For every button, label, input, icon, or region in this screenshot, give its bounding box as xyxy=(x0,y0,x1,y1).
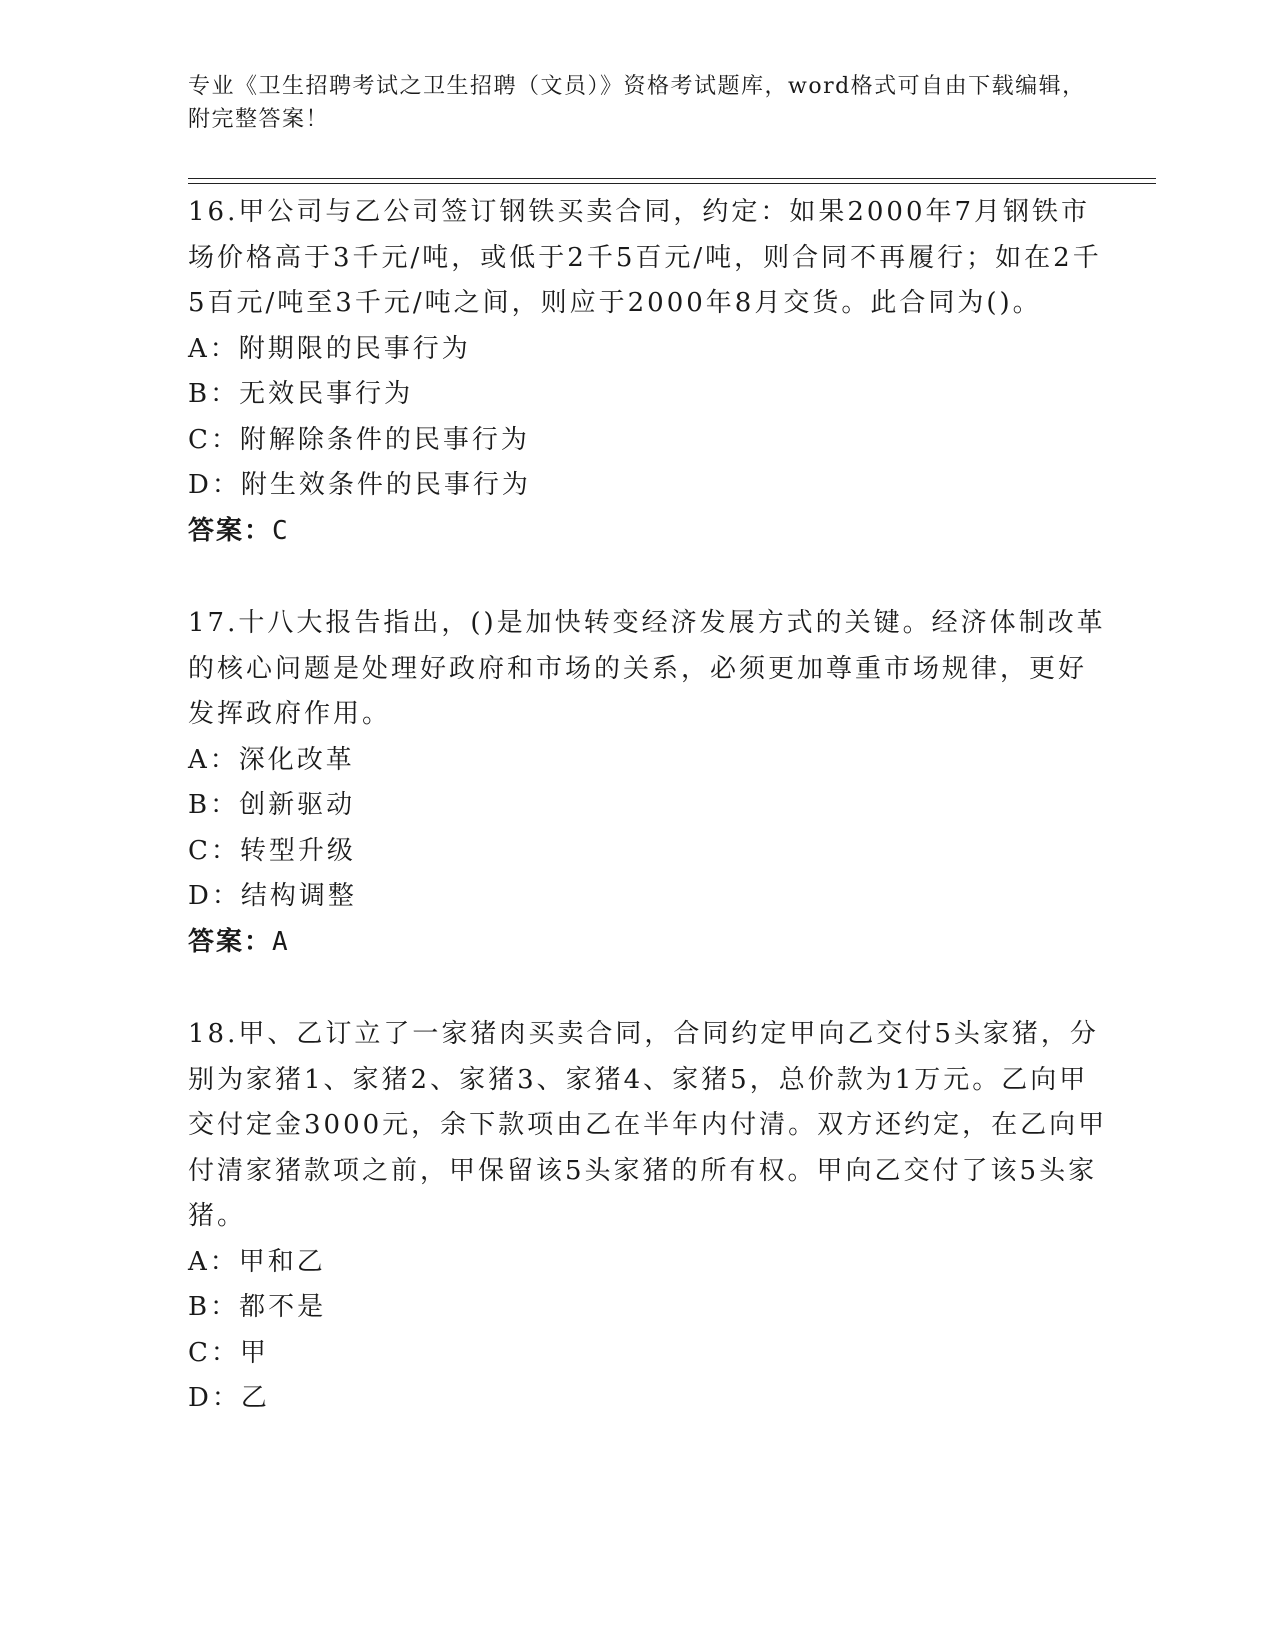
option-a: A：附期限的民事行为 xyxy=(188,333,471,364)
question-18 xyxy=(188,1010,1108,1422)
question-list xyxy=(188,188,1108,1467)
answer-line xyxy=(188,509,1108,555)
question-stem: 16.甲公司与乙公司签订钢铁买卖合同，约定：如果2000年7月钢铁市场价格高于3千元/吨，或低于2千5百元/吨，则合同不再履行；如在2千5百元/吨至3千元/吨之间，则应于2000年8月交货。此合同为()。 xyxy=(188,197,1102,318)
answer-line xyxy=(188,920,1108,966)
option-c: C：附解除条件的民事行为 xyxy=(188,424,530,455)
option-b: B：都不是 xyxy=(188,1292,327,1322)
answer-value: A xyxy=(272,926,290,957)
option-a: A：甲和乙 xyxy=(188,1246,326,1277)
option-c: C：甲 xyxy=(188,1337,269,1368)
option-d: D：乙 xyxy=(188,1383,270,1413)
answer-label: 答案： xyxy=(188,515,273,546)
question-17 xyxy=(188,599,1108,965)
question-stem: 17.十八大报告指出，()是加快转变经济发展方式的关键。经济体制改革的核心问题是处理好政府和市场的关系，必须更加尊重市场规律，更好发挥政府作用。 xyxy=(188,608,1106,729)
header-divider-bottom xyxy=(188,183,1156,184)
option-b: B：创新驱动 xyxy=(188,790,356,820)
header-text: 专业《卫生招聘考试之卫生招聘（文员）》资格考试题库，word格式可自由下载编辑，附完整答案！ xyxy=(188,74,1086,132)
option-d: D：附生效条件的民事行为 xyxy=(188,470,531,500)
question-16 xyxy=(188,188,1108,554)
header-divider-top xyxy=(188,178,1156,179)
document-header xyxy=(188,70,1088,136)
option-c: C：转型升级 xyxy=(188,835,356,866)
option-b: B：无效民事行为 xyxy=(188,379,414,409)
option-d: D：结构调整 xyxy=(188,881,357,911)
option-a: A：深化改革 xyxy=(188,744,355,775)
answer-label: 答案： xyxy=(188,926,273,957)
question-stem: 18.甲、乙订立了一家猪肉买卖合同，合同约定甲向乙交付5头家猪，分别为家猪1、家猪2、家猪3、家猪4、家猪5，总价款为1万元。乙向甲交付定金3000元，余下款项由乙在半年内付清。双方还约定，在乙向甲付清家猪款项之前，甲保留该5头家猪的所有权。甲向乙交付了该5头家猪。 xyxy=(188,1019,1108,1231)
answer-value: C xyxy=(272,515,290,546)
